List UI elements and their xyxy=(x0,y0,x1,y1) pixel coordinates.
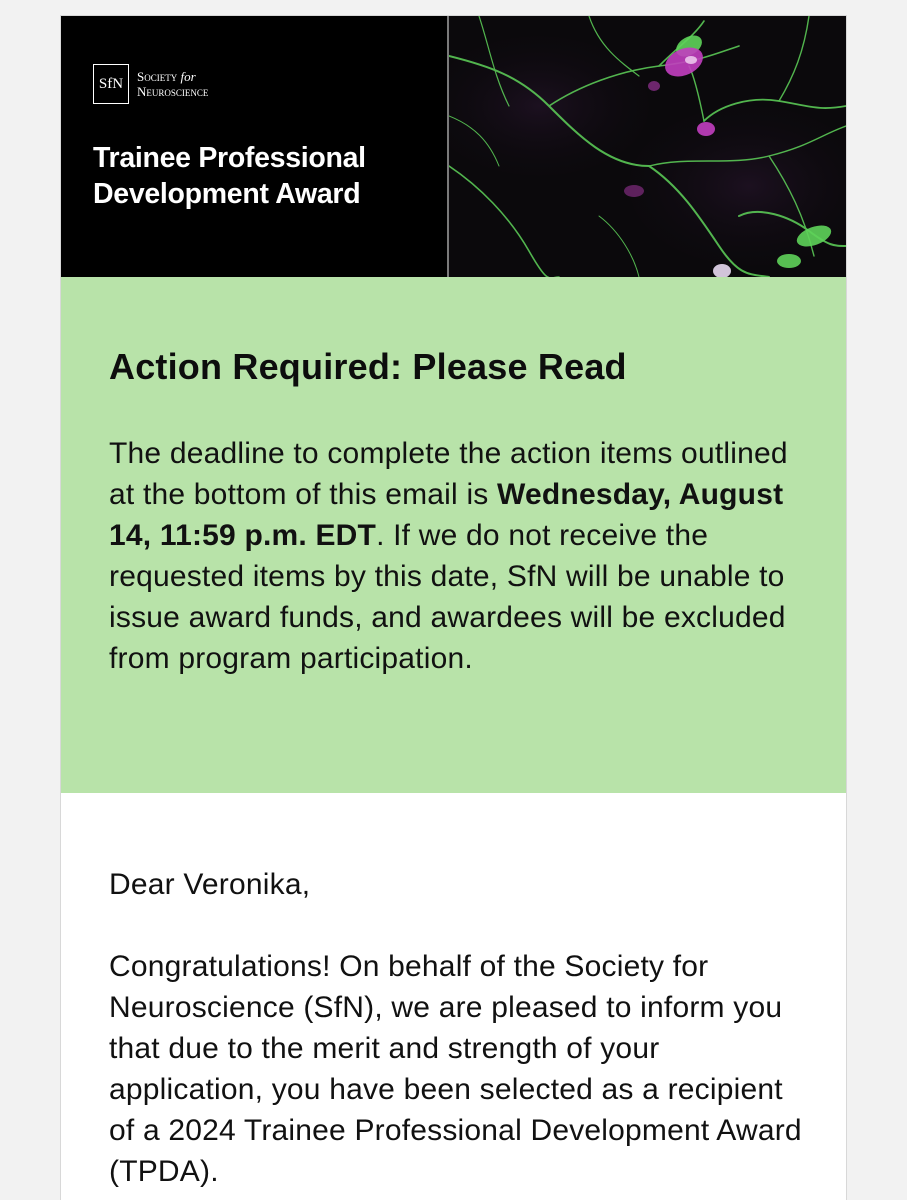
notice-text-intro: The deadline to complete the action items outlined at the bottom of this email is xyxy=(109,437,788,511)
award-title-line2: Development Award xyxy=(93,178,361,210)
action-required-notice xyxy=(61,277,846,793)
greeting: Dear Veronika, xyxy=(109,868,311,901)
notice-text-consequence: . If we do not receive the requested items by this date, SfN will be unable to issue award funds, and awardees will be excluded from program participation. xyxy=(109,519,786,675)
notice-heading: Action Required: Please Read xyxy=(109,346,627,387)
neuron-image xyxy=(449,16,846,277)
sfn-logo-mark: SfN xyxy=(93,64,129,104)
header-banner xyxy=(61,16,846,277)
logo-neuroscience: Neuroscience xyxy=(137,84,209,99)
congratulations-paragraph: Congratulations! On behalf of the Society for Neuroscience (SfN), we are pleased to inform you that due to the merit and strength of your application, you have been selected as a recipient of a 2024 Trainee Professional Development Award (TPDA). xyxy=(109,950,802,1188)
email-body xyxy=(109,864,809,1192)
notice-text xyxy=(109,433,809,679)
neuron-microscopy-image xyxy=(449,16,846,277)
award-title xyxy=(93,140,433,212)
award-title-line1: Trainee Professional xyxy=(93,142,366,174)
email-card xyxy=(61,16,846,1200)
header-title-panel xyxy=(61,16,447,277)
logo-for: for xyxy=(180,69,196,84)
sfn-logo-wordmark xyxy=(137,69,208,99)
notice-deadline: Wednesday, August 14, 11:59 p.m. EDT xyxy=(109,478,784,552)
sfn-logo xyxy=(93,64,208,104)
logo-society: Society xyxy=(137,69,178,84)
